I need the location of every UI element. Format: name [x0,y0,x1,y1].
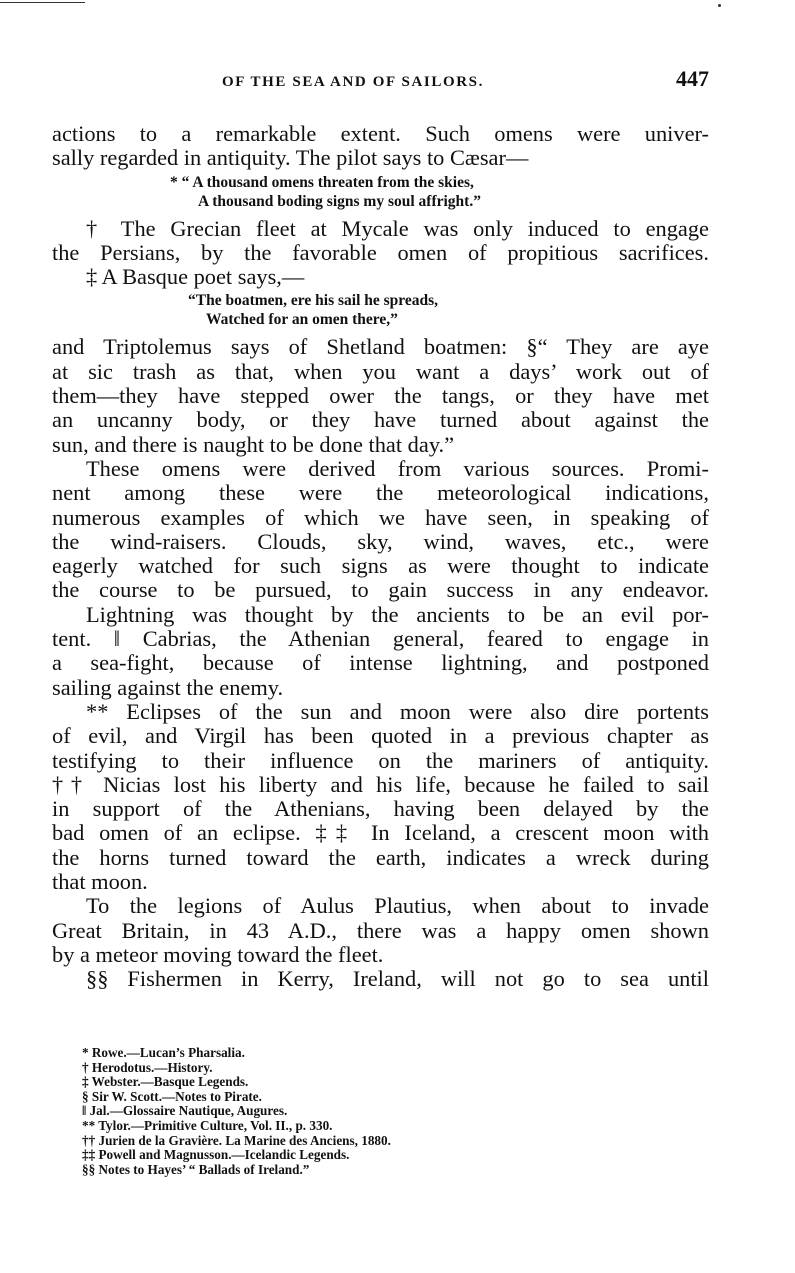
footnote: †† Jurien de la Gravière. La Marine des Anciens, 1880. [82,1132,391,1148]
verse-quote [52,173,709,211]
text-line: sailing against the enemy. [52,674,284,700]
footnote: ** Tylor.—Primitive Culture, Vol. II., p. 330. [82,1117,333,1133]
text-line: eagerly watched for such signs as were thought to indicate [52,553,709,579]
text-line: Great Britain, in 43 A.D., there was a happy omen shown [52,917,709,943]
text-line: sally regarded in antiquity. The pilot says to Cæsar— [52,145,529,171]
text-line: at sic trash as that, when you want a days’ work out of [52,358,709,384]
text-line: of evil, and Virgil has been quoted in a previous chapter as [52,723,709,749]
print-speck [718,4,721,7]
text-line: and Triptolemus says of Shetland boatmen: §“ They are aye [52,334,709,360]
quote-line: “The boatmen, ere his sail he spreads, [188,292,439,310]
footnote: § Sir W. Scott.—Notes to Pirate. [82,1088,262,1104]
text-line: nent among these were the meteorological indications, [52,480,709,506]
top-rule [0,2,85,3]
text-line: sun, and there is naught to be done that day.” [52,431,455,457]
footnote: ‡‡ Powell and Magnusson.—Icelandic Legends. [82,1147,350,1163]
text-line: the course to be pursued, to gain success in any endeavor. [52,577,709,603]
footnote: † Herodotus.—History. [82,1059,213,1075]
quote-line: Watched for an omen there,” [206,311,398,329]
text-line: §§ Fishermen in Kerry, Ireland, will not go to sea until [86,966,709,992]
text-line: the wind-raisers. Clouds, sky, wind, waves, etc., were [52,528,709,554]
text-line: that moon. [52,869,148,895]
text-line: numerous examples of which we have seen, in speaking of [52,504,709,530]
text-line: the Persians, by the favorable omen of propitious sacrifices. [52,239,709,265]
footnotes [82,1046,391,1177]
text-line: tent. ‖ Cabrias, the Athenian general, feared to engage in [52,626,709,652]
text-line: testifying to their influence on the mariners of antiquity. [52,747,709,773]
footnote: ‡ Webster.—Basque Legends. [82,1074,249,1090]
text-line: the horns turned toward the earth, indicates a wreck during [52,844,709,870]
text-line: a sea-fight, because of intense lightning, and postponed [52,650,709,676]
text-line: Lightning was thought by the ancients to be an evil por- [86,601,709,627]
page-number: 447 [676,66,709,91]
footnote: * Rowe.—Lucan’s Pharsalia. [82,1045,245,1060]
quote-line: A thousand boding signs my soul affright.” [198,192,481,210]
text-line: To the legions of Aulus Plautius, when about to invade [86,893,709,919]
text-line: them—they have stepped ower the tangs, or they have met [52,383,709,409]
verse-quote [52,291,709,329]
text-line: These omens were derived from various sources. Promi- [86,455,709,481]
text-line: an uncanny body, or they have turned about against the [52,407,709,433]
text-line: †† Nicias lost his liberty and his life, because he failed to sail [52,771,709,797]
text-line: † The Grecian fleet at Mycale was only induced to engage [86,215,709,241]
quote-line: * “ A thousand omens threaten from the skies, [170,173,474,191]
text-line: by a meteor moving toward the fleet. [52,941,384,967]
text-line: in support of the Athenians, having been delayed by the [52,796,709,822]
footnote: ‖ Jal.—Glossaire Nautique, Augures. [82,1103,288,1119]
text-line: bad omen of an eclipse. ‡‡ In Iceland, a crescent moon with [52,820,709,846]
text-line: actions to a remarkable extent. Such omens were univer- [52,121,709,146]
footnote: §§ Notes to Hayes’ “ Ballads of Ireland.” [82,1161,310,1177]
running-head [52,66,709,92]
running-head-title: OF THE SEA AND OF SAILORS. [222,74,484,90]
text-line: ‡ A Basque poet says,— [86,264,305,290]
text-line: ** Eclipses of the sun and moon were also dire portents [86,698,709,724]
body-text [52,122,709,992]
